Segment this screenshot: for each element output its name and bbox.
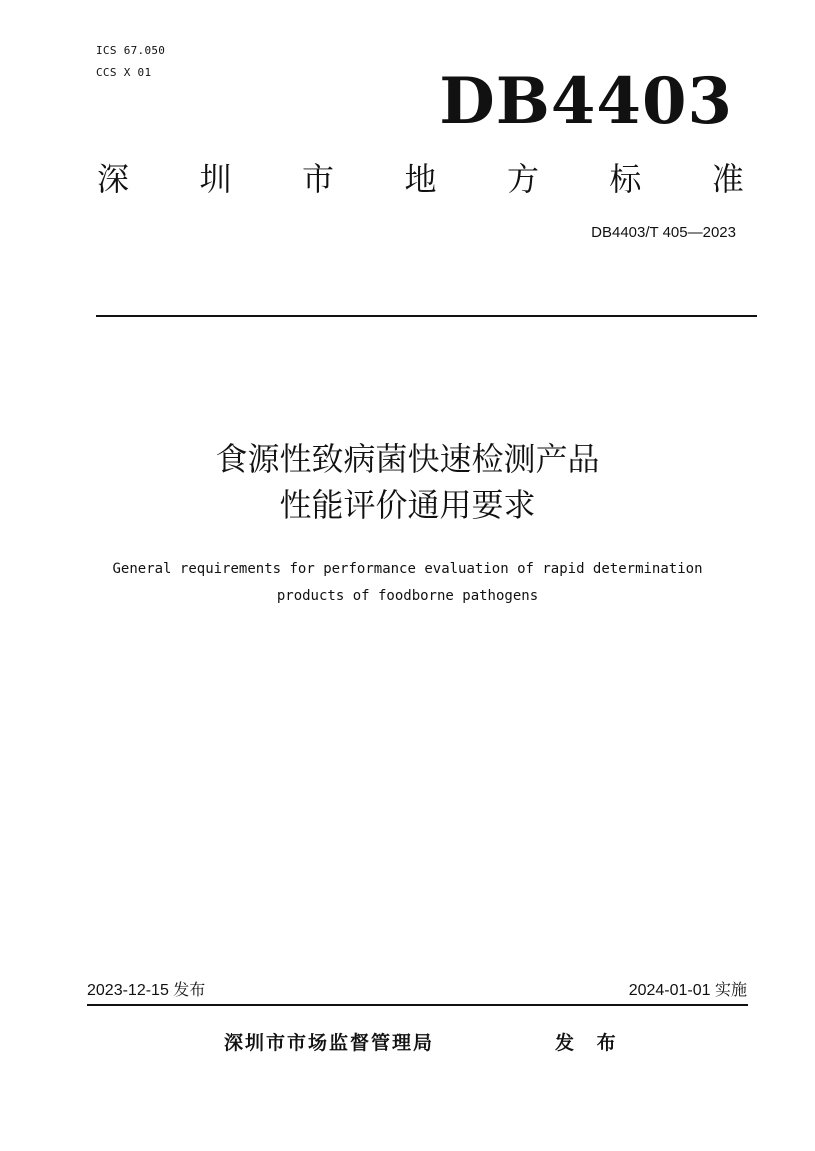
chinese-title-line: 食源性致病菌快速检测产品 <box>215 440 600 478</box>
standard-type-char: 准 <box>711 160 744 198</box>
header-divider <box>96 315 757 317</box>
standard-type-char: 标 <box>609 160 642 198</box>
ccs-code: CCS X 01 <box>96 66 152 79</box>
standard-type-char: 圳 <box>199 160 232 198</box>
standard-type-heading <box>97 154 744 204</box>
standard-code: DB4403 <box>439 64 733 139</box>
issue-date: 2023-12-15 发布 <box>87 982 206 999</box>
standard-type-char: 地 <box>404 160 437 198</box>
chinese-title <box>0 436 815 528</box>
issuing-authority: 深圳市市场监督管理局 <box>224 1032 435 1054</box>
ics-code: ICS 67.050 <box>96 44 166 57</box>
footer-divider <box>87 1004 748 1006</box>
english-title <box>0 556 815 610</box>
chinese-title-line: 性能评价通用要求 <box>279 486 536 524</box>
standard-number: DB4403/T 405—2023 <box>591 224 736 241</box>
standard-type-char: 方 <box>506 160 539 198</box>
implementation-date: 2024-01-01 实施 <box>628 982 747 999</box>
english-title-line: General requirements for performance evaluation of rapid determination <box>112 561 703 577</box>
classification-codes <box>96 40 165 84</box>
english-title-line: products of foodborne pathogens <box>276 588 539 604</box>
standard-type-char: 市 <box>301 160 334 198</box>
issuer-action: 发 布 <box>555 1032 624 1054</box>
standard-type-char: 深 <box>97 160 130 198</box>
